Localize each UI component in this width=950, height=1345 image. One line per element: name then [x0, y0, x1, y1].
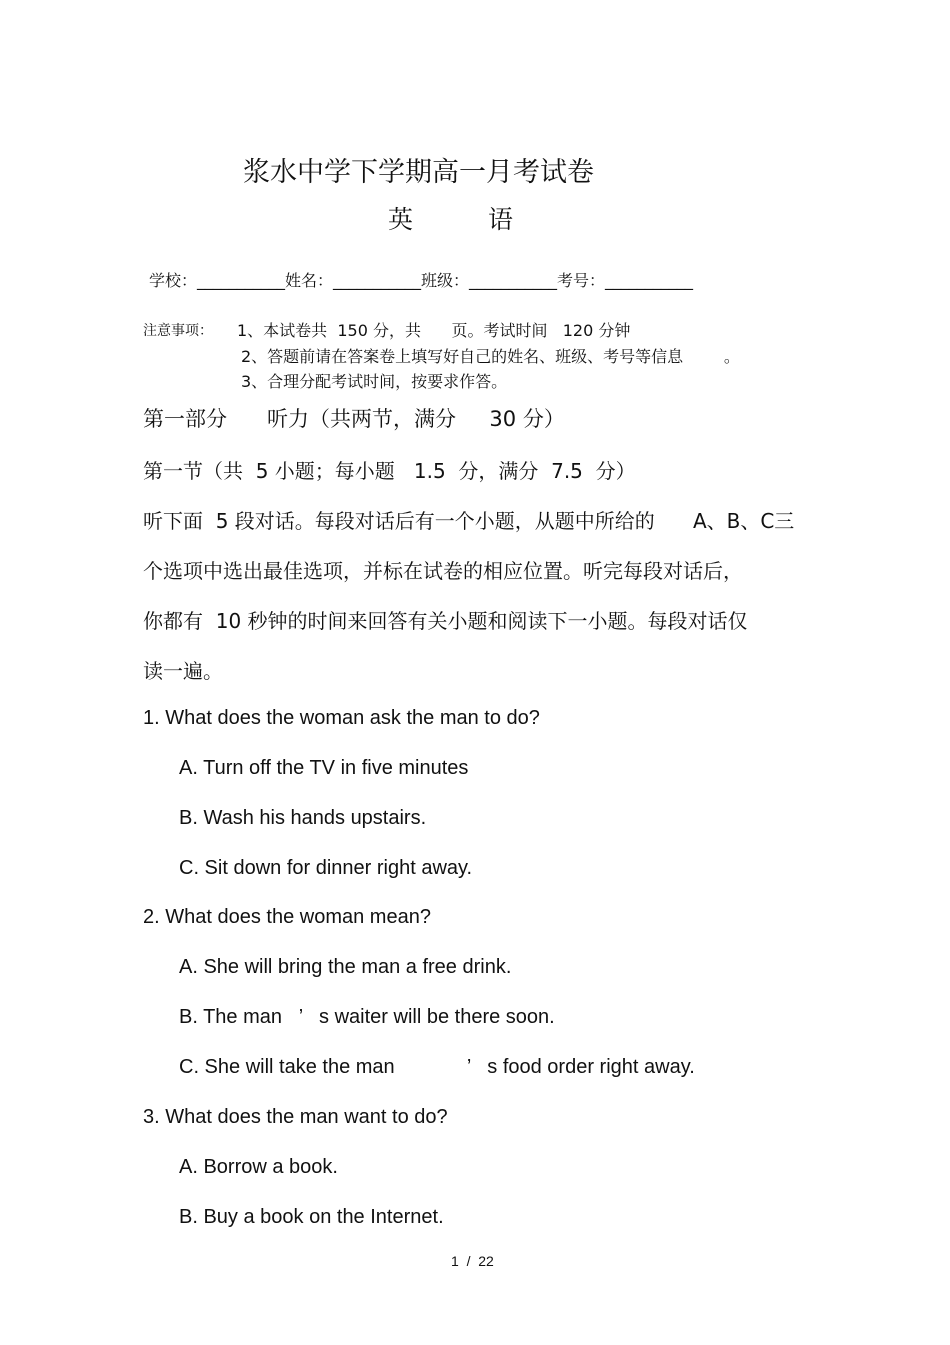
exam-title: 浆水中学下学期高一月考试卷 — [243, 157, 594, 188]
question-1-option-b: B. Wash his hands upstairs. — [179, 807, 427, 829]
note-item-1: 1、本试卷共 150 分，共 页。考试时间 120 分钟 — [237, 321, 631, 340]
question-3-option-b: B. Buy a book on the Internet. — [179, 1206, 444, 1228]
question-1-option-c: C. Sit down for dinner right away. — [179, 857, 473, 879]
instruction-line-2: 个选项中选出最佳选项，并标在试卷的相应位置。听完每段对话后， — [143, 559, 743, 583]
instruction-line-4: 读一遍。 — [143, 659, 223, 683]
part-heading: 第一部分 听力（共两节，满分 30 分） — [143, 407, 565, 431]
notes-label: 注意事项： — [143, 323, 213, 339]
page-footer: 1 / 22 — [451, 1253, 494, 1269]
question-3-stem: 3. What does the man want to do? — [143, 1106, 448, 1128]
note-item-2: 2、答题前请在答案卷上填写好自己的姓名、班级、考号等信息 。 — [241, 347, 740, 366]
section-heading: 第一节（共 5 小题；每小题 1.5 分，满分 7.5 分） — [143, 459, 636, 483]
question-1-option-a: A. Turn off the TV in five minutes — [179, 757, 469, 779]
exam-subject: 英 语 — [388, 205, 514, 234]
instruction-line-3: 你都有 10 秒钟的时间来回答有关小题和阅读下一小题。每段对话仅 — [143, 609, 748, 633]
student-info-line: 学校：___________姓名：___________班级：___________考号：___________ — [149, 271, 694, 290]
question-1-stem: 1. What does the woman ask the man to do? — [143, 707, 540, 729]
question-2-option-c: C. She will take the man ’ s food order right away. — [179, 1056, 695, 1078]
question-2-stem: 2. What does the woman mean? — [143, 906, 431, 928]
question-2-option-b: B. The man ’ s waiter will be there soon. — [179, 1006, 555, 1028]
question-3-option-a: A. Borrow a book. — [179, 1156, 338, 1178]
instruction-line-1: 听下面 5 段对话。每段对话后有一个小题，从题中所给的 A、B、C三 — [143, 509, 795, 533]
note-item-3: 3、合理分配考试时间，按要求作答。 — [241, 372, 508, 391]
question-2-option-a: A. She will bring the man a free drink. — [179, 956, 512, 978]
